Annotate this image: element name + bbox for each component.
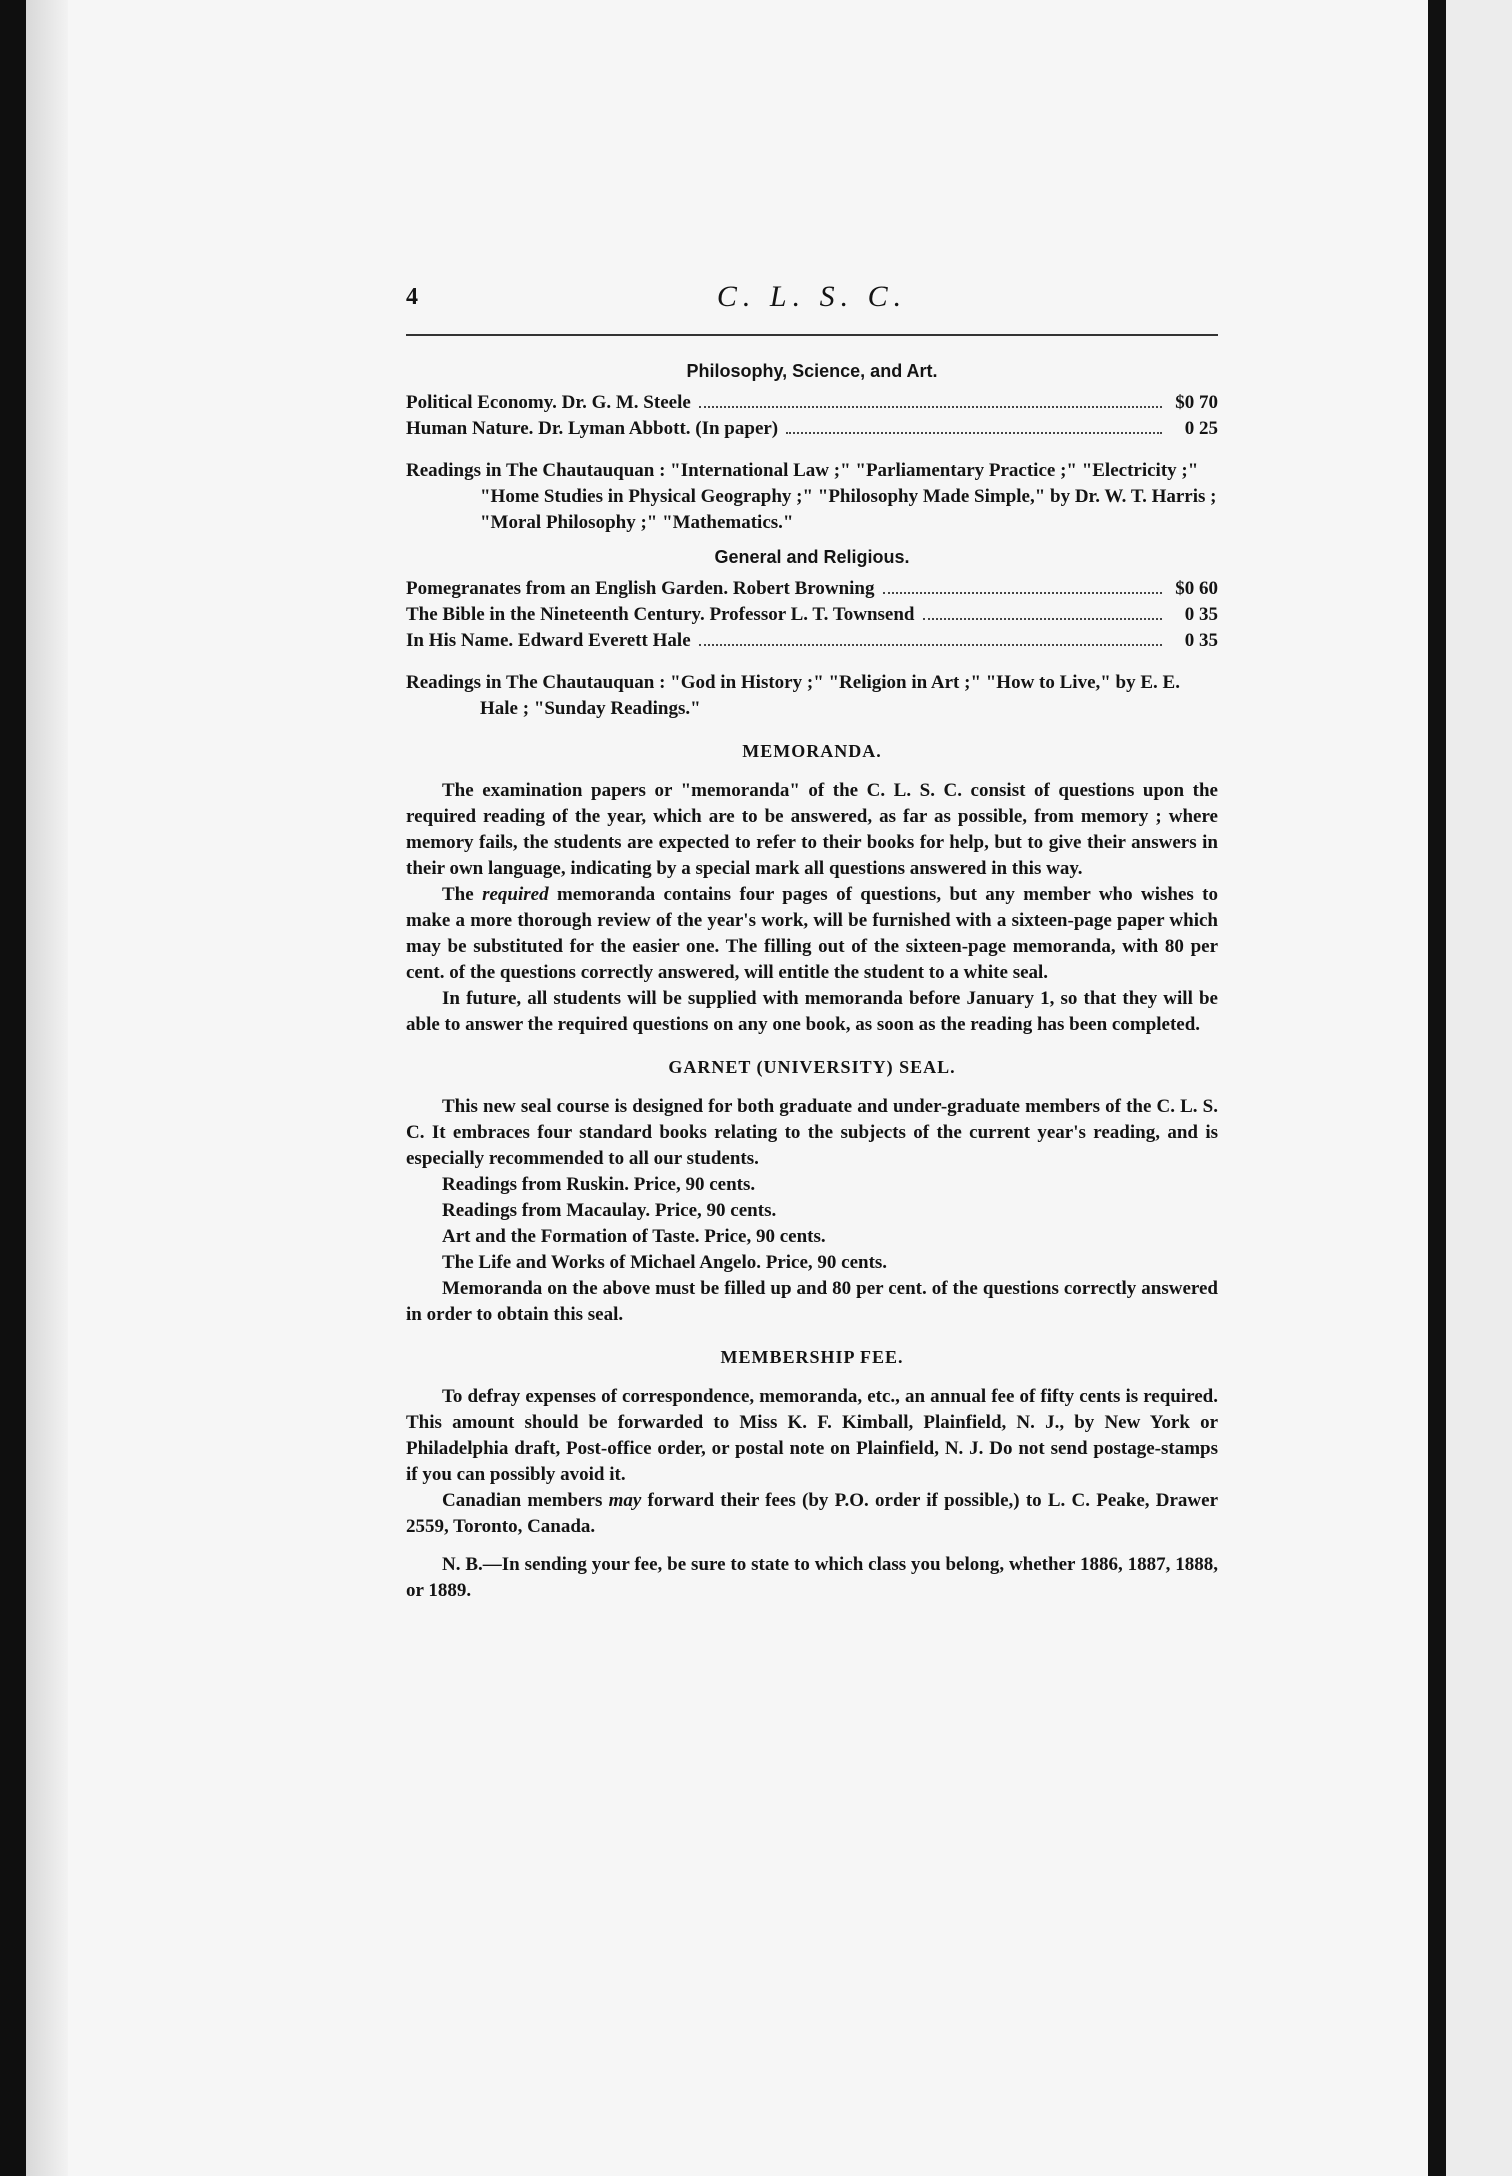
garnet-book-item: Art and the Formation of Taste. Price, 90 cents.: [442, 1226, 826, 1247]
section-heading-general: General and Religious.: [714, 547, 910, 567]
text-run: memoranda contains four pages of questions, but any member who wishes to make a more thorough review of the year's work, will be furnished with a sixteen-page paper which may be substituted for the easier one. The filling out of the sixteen-page memoranda, with 80 per cent. of the questions correctly answered, will entitle the student to a white seal.: [406, 884, 1218, 983]
header-rule: [406, 334, 1218, 336]
book-title: Human Nature. Dr. Lyman Abbott. (In paper): [406, 418, 779, 439]
page-fold-shadow: [1428, 0, 1446, 2176]
book-price: 0 35: [1184, 604, 1218, 625]
section-heading-fee: MEMBERSHIP FEE.: [720, 1347, 904, 1367]
book-spine-shadow: [0, 0, 26, 2176]
book-row: [406, 576, 1218, 602]
facing-page-edge: [1446, 0, 1512, 2176]
emphasis-text: may: [608, 1490, 642, 1511]
book-row: [406, 628, 1218, 654]
spacer: [406, 1540, 1218, 1552]
dot-leader: [883, 592, 1163, 594]
garnet-paragraph-2: Memoranda on the above must be filled up and 80 per cent. of the questions correctly answered in order to obtain this seal.: [406, 1278, 1218, 1325]
book-price: $0 60: [1175, 578, 1218, 599]
section-heading-memoranda: MEMORANDA.: [742, 741, 882, 761]
section-heading-garnet: GARNET (UNIVERSITY) SEAL.: [668, 1057, 956, 1077]
garnet-book-item: The Life and Works of Michael Angelo. Price, 90 cents.: [442, 1252, 888, 1273]
book-title: Pomegranates from an English Garden. Robert Browning: [406, 578, 875, 599]
readings-paragraph: Readings in The Chautauquan : "God in History ;" "Religion in Art ;" "How to Live," by E. E. Hale ; "Sunday Readings.": [406, 672, 1180, 719]
readings-paragraph: Readings in The Chautauquan : "International Law ;" "Parliamentary Practice ;" "Electricity ;" "Home Studies in Physical Geography ;" "Philosophy Made Simple," by Dr. W. T. Harris ; "Moral Philosophy ;" "Mathematics.": [406, 460, 1217, 533]
memoranda-paragraph-1: The examination papers or "memoranda" of the C. L. S. C. consist of questions upon the required reading of the year, which are to be answered, as far as possible, from memory ; where memory fails, the students are expected to refer to their books for help, but to give their answers in their own language, indicating by a special mark all questions answered in this way.: [406, 780, 1218, 879]
page-number: 4: [406, 284, 418, 310]
page-title: C. L. S. C.: [716, 280, 908, 313]
fee-paragraph-2: [406, 1488, 1218, 1540]
text-run: forward their fees (by P.O. order if possible,) to L. C. Peake, Drawer 2559, Toronto, Canada.: [406, 1490, 1219, 1537]
garnet-book-item: Readings from Ruskin. Price, 90 cents.: [442, 1174, 756, 1195]
book-row: [406, 602, 1218, 628]
book-title: Political Economy. Dr. G. M. Steele: [406, 392, 691, 413]
fee-paragraph-1: To defray expenses of correspondence, memoranda, etc., an annual fee of fifty cents is required. This amount should be forwarded to Miss K. F. Kimball, Plainfield, N. J., by New York or Philadelphia draft, Post-office order, or postal note on Plainfield, N. J. Do not send postage-stamps if you can possibly avoid it.: [406, 1386, 1218, 1485]
book-row: [406, 390, 1218, 416]
memoranda-paragraph-2: [406, 882, 1218, 986]
dot-leader: [699, 644, 1162, 646]
dot-leader: [786, 432, 1162, 434]
book-price: 0 35: [1184, 630, 1218, 651]
book-price: 0 25: [1184, 418, 1218, 439]
book-title: The Bible in the Nineteenth Century. Professor L. T. Townsend: [406, 604, 915, 625]
book-title: In His Name. Edward Everett Hale: [406, 630, 691, 651]
page-content: [406, 280, 1219, 1604]
book-row: [406, 416, 1218, 442]
dot-leader: [923, 618, 1163, 620]
section-heading-philosophy: Philosophy, Science, and Art.: [686, 361, 938, 381]
garnet-paragraph-1: This new seal course is designed for both graduate and under-graduate members of the C. L. S. C. It embraces four standard books relating to the subjects of the current year's reading, and is especially recommended to all our students.: [406, 1096, 1218, 1169]
page-gutter: [26, 0, 68, 2176]
text-run: Canadian members: [442, 1490, 609, 1511]
emphasis-text: required: [482, 884, 549, 905]
text-run: The: [442, 884, 483, 905]
garnet-book-item: Readings from Macaulay. Price, 90 cents.: [442, 1200, 777, 1221]
fee-paragraph-3: N. B.—In sending your fee, be sure to state to which class you belong, whether 1886, 1887, 1888, or 1889.: [406, 1554, 1218, 1601]
running-head: [406, 280, 1218, 324]
memoranda-paragraph-3: In future, all students will be supplied with memoranda before January 1, so that they will be able to answer the required questions on any one book, as soon as the reading has been completed.: [406, 988, 1218, 1035]
book-price: $0 70: [1175, 392, 1218, 413]
dot-leader: [699, 406, 1162, 408]
